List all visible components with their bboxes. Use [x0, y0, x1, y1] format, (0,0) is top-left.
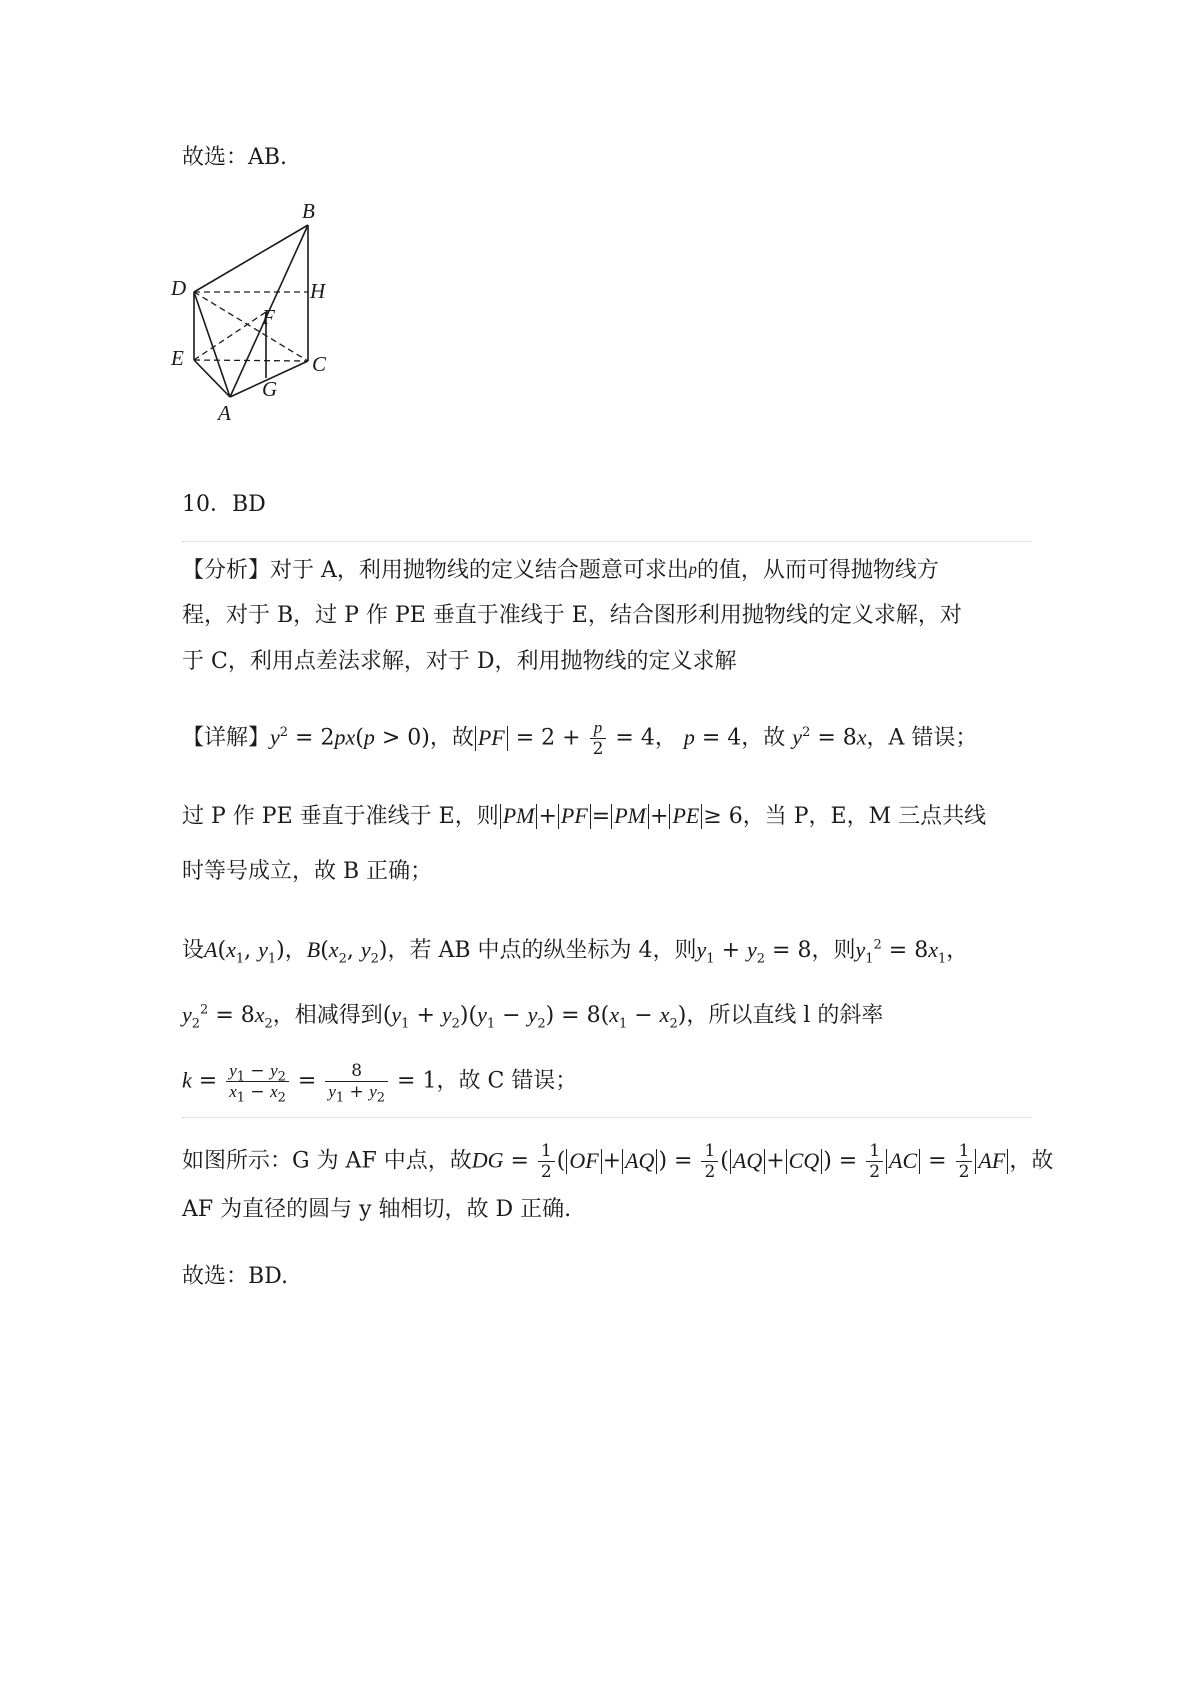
detail-line-c3: k = $\frac{y_1 - y_2}{x_1 - x_2}$ = $\frac{8}{y_1 + y_2}$ = 1，故 C 错误；	[182, 1061, 578, 1106]
analysis-tag: 【分析】	[182, 558, 271, 583]
previous-answer: 故选：AB.	[182, 145, 288, 170]
geometry-figure	[170, 195, 350, 425]
detail-tag: 【详解】	[182, 725, 271, 751]
label-C: C	[312, 352, 327, 376]
analysis-line-1: 【分析】对于 A，利用抛物线的定义结合题意可求出p的值，从而可得抛物线方	[182, 558, 939, 583]
detail-line-c1: 设$A(x_1$, $y_1$)，$B(x_2$, $y_2$)，若 AB 中点的纵坐标为 4，则$y_1 + y_2 = 8$，则$y_1^2 = 8x_1$，	[182, 937, 969, 967]
label-A: A	[218, 401, 231, 425]
detail-line-a: 【详解】$y^2 = 2px(p > 0)$，故 PF = 2 + $\frac{p}{2}$ = 4， p = 4，故 $y^2 = 8x$，A 错误；	[182, 718, 978, 759]
separator	[182, 1117, 1032, 1118]
label-H: H	[310, 279, 326, 303]
question-heading: 10．BD	[182, 492, 266, 517]
detail-line-b2: 时等号成立，故 B 正确；	[182, 859, 433, 884]
label-F: F	[262, 305, 275, 329]
detail-line-b1: 过 P 作 PE 垂直于准线于 E，则 PM + PF = PM + PE ≥ 6，当 P，E，M 三点共线	[182, 803, 987, 829]
label-B: B	[302, 199, 315, 223]
label-G: G	[262, 377, 278, 401]
analysis-line-3: 于 C，利用点差法求解，对于 D，利用抛物线的定义求解	[182, 649, 737, 674]
detail-line-d2: AF 为直径的圆与 y 轴相切，故 D 正确.	[182, 1197, 572, 1222]
final-answer: 故选：BD.	[182, 1264, 289, 1289]
analysis-line-2: 程，对于 B，过 P 作 PE 垂直于准线于 E，结合图形利用抛物线的定义求解，对	[182, 603, 962, 628]
label-E: E	[171, 346, 184, 370]
detail-line-c2: $y_2^2 = 8x_2$，相减得到$(y_1 + y_2)(y_1 - y_2) = 8(x_1 - x_2)$，所以直线 l 的斜率	[182, 1002, 884, 1032]
detail-line-d1: 如图所示：G 为 AF 中点，故DG = $\frac{1}{2}$ ( OF + AQ ) = $\frac{1}{2}$ ( AQ + CQ ) = $\frac{1}{2}$ AC = $\frac{1}{2}$ AF ，故	[182, 1141, 1054, 1182]
separator	[182, 541, 1032, 542]
label-D: D	[171, 276, 187, 300]
